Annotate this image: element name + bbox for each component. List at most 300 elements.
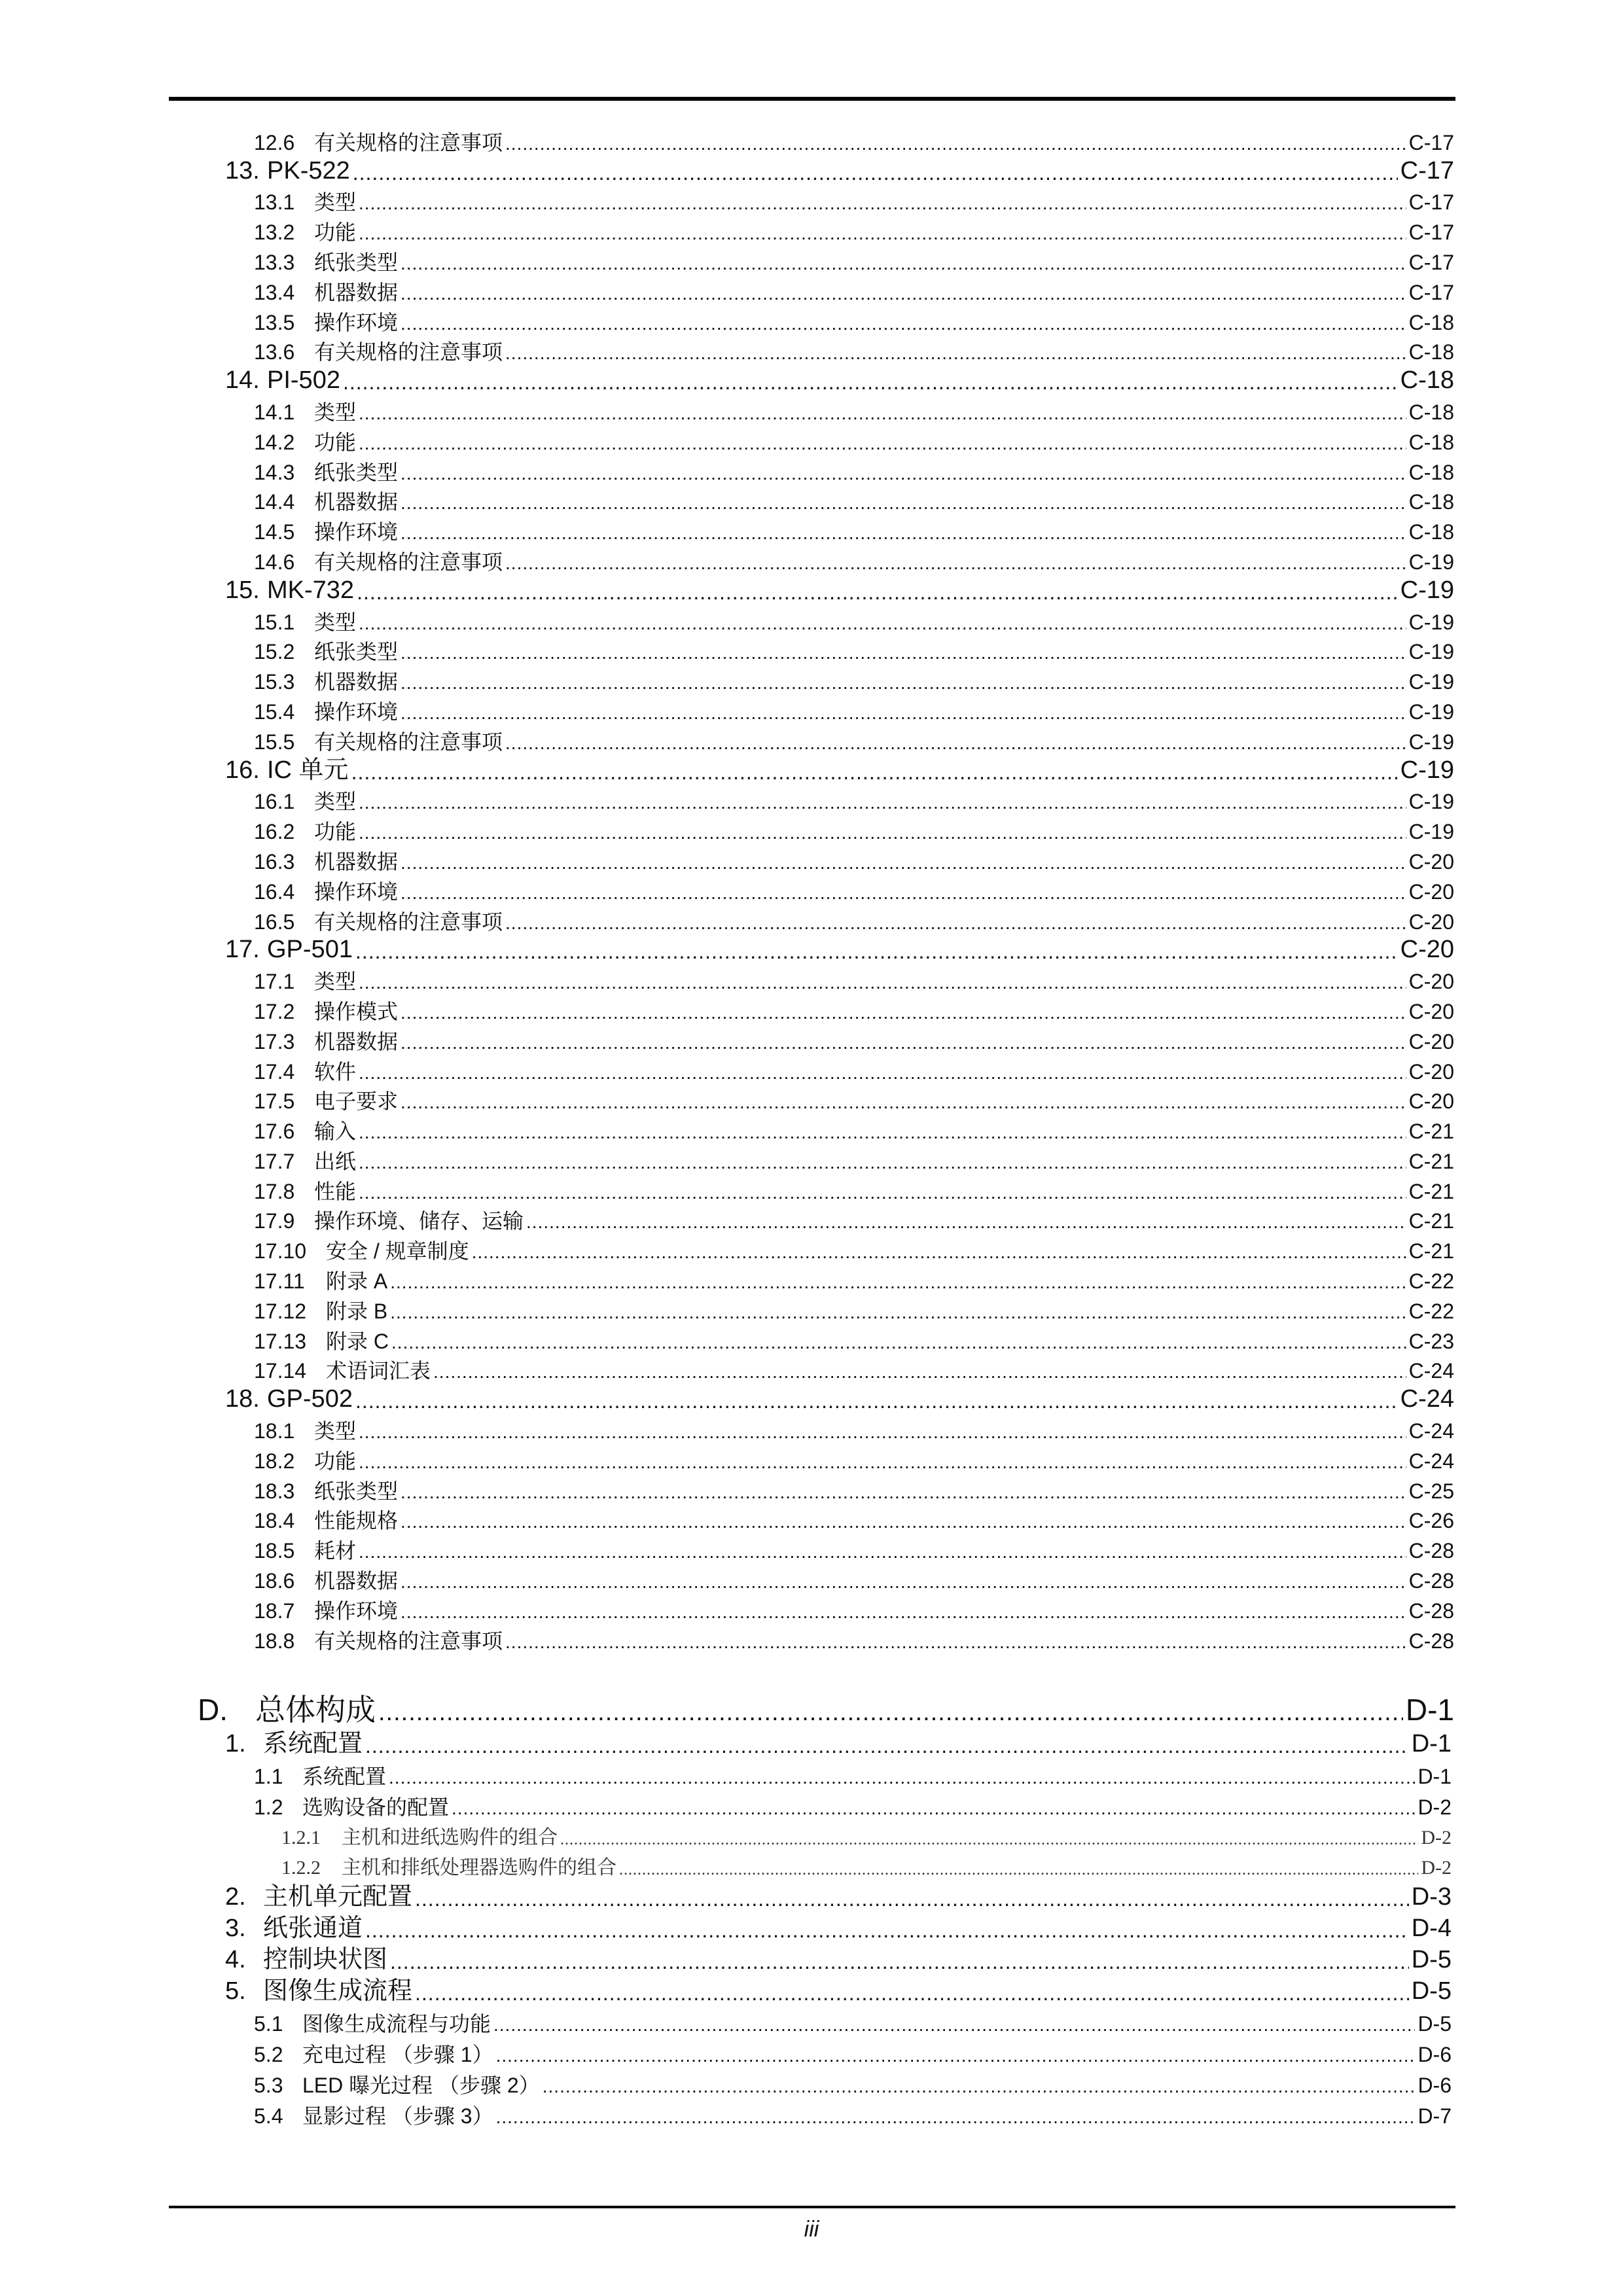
toc-entry-page: C-19 <box>1400 576 1454 604</box>
dot-leader <box>401 884 1406 902</box>
toc-entry-page: C-20 <box>1408 849 1454 874</box>
toc-entry-number: 15.2 <box>254 640 295 664</box>
toc-entry-title: GP-501 <box>267 936 353 964</box>
toc-entry[interactable] <box>0 722 1623 752</box>
dot-leader <box>401 644 1406 662</box>
toc-entry-title: 纸张类型 <box>314 640 399 664</box>
toc-entry-title: 类型 <box>314 400 357 424</box>
page-number: iii <box>804 2217 819 2242</box>
toc-entry-title: 机器数据 <box>314 490 399 514</box>
toc-entry-number: 13.2 <box>254 221 295 245</box>
toc-entry[interactable] <box>0 1756 1623 1787</box>
toc-entry[interactable] <box>0 1472 1623 1502</box>
toc-entry-number: 17.3 <box>254 1029 295 1053</box>
toc-entry-number: 14.1 <box>254 400 295 424</box>
toc-entry[interactable] <box>0 992 1623 1022</box>
footer-rule <box>169 2206 1455 2208</box>
toc-entry[interactable] <box>0 1022 1623 1052</box>
toc-entry-title: 电子要求 <box>314 1089 399 1114</box>
toc-entry-number: 15. <box>225 576 260 604</box>
toc-entry-title: 纸张通道 <box>263 1914 363 1942</box>
toc-entry-title: 机器数据 <box>314 280 399 304</box>
toc-entry-title: 纸张类型 <box>314 1479 399 1503</box>
toc-entry-page: C-18 <box>1408 430 1454 454</box>
toc-entry-page: C-21 <box>1408 1120 1454 1144</box>
dot-leader <box>401 255 1406 273</box>
toc-entry-title: 操作环境 <box>314 520 399 544</box>
toc-entry[interactable] <box>0 1621 1623 1651</box>
toc-entry-page: D-4 <box>1411 1914 1452 1942</box>
dot-leader <box>505 135 1406 153</box>
toc-entry[interactable] <box>0 123 1623 153</box>
toc-entry-title: 类型 <box>314 610 357 634</box>
toc-entry-page: C-19 <box>1400 756 1454 784</box>
toc-entry[interactable] <box>0 1411 1623 1441</box>
toc-entry-title: 附录 B <box>326 1299 388 1323</box>
toc-entry[interactable] <box>0 1082 1623 1112</box>
toc-entry-title: 主机和进纸选购件的组合 <box>342 1826 558 1848</box>
toc-entry[interactable] <box>0 1687 1623 1725</box>
toc-entry-page: D-1 <box>1418 1764 1452 1788</box>
toc-entry-number: 16.5 <box>254 910 295 934</box>
toc-entry-title: 选购设备的配置 <box>302 1795 450 1819</box>
toc-entry-number: D. <box>198 1692 228 1727</box>
dot-leader <box>401 285 1406 303</box>
toc-entry-number: 15.3 <box>254 670 295 694</box>
toc-entry-title: LED 曝光过程 （步骤 2） <box>302 2073 540 2097</box>
toc-entry-page: C-17 <box>1408 250 1454 274</box>
toc-entry[interactable] <box>0 1972 1623 2004</box>
toc-entry-page: C-20 <box>1408 1059 1454 1084</box>
toc-entry[interactable] <box>0 1202 1623 1232</box>
toc-entry-title: 充电过程 （步骤 1） <box>302 2042 493 2066</box>
toc-entry-page: C-22 <box>1408 1269 1454 1294</box>
toc-entry-number: 15.4 <box>254 699 295 724</box>
toc-entry-number: 14.6 <box>254 550 295 574</box>
toc-entry-page: C-24 <box>1408 1449 1454 1473</box>
toc-entry-number: 14.5 <box>254 520 295 544</box>
toc-entry-page: C-20 <box>1400 936 1454 964</box>
toc-entry-page: C-24 <box>1400 1385 1454 1413</box>
toc-entry-number: 18.3 <box>254 1479 295 1503</box>
toc-entry-number: 17.9 <box>254 1209 295 1233</box>
dot-leader <box>401 315 1406 333</box>
toc-entry[interactable] <box>0 1878 1623 1909</box>
header-rule <box>169 97 1455 101</box>
toc-entry-title: 系统配置 <box>263 1729 363 1757</box>
toc-entry-page: C-20 <box>1408 970 1454 994</box>
toc-entry[interactable] <box>0 1531 1623 1561</box>
toc-entry-page: D-2 <box>1421 1856 1452 1879</box>
toc-entry[interactable] <box>0 1172 1623 1202</box>
toc-entry[interactable] <box>0 153 1623 183</box>
toc-entry-title: 系统配置 <box>302 1764 387 1788</box>
dot-leader <box>359 1184 1406 1202</box>
dot-leader <box>357 582 1398 603</box>
toc-entry[interactable] <box>0 2065 1623 2096</box>
dot-leader <box>505 554 1406 573</box>
toc-entry-title: 有关规格的注意事项 <box>314 550 503 574</box>
dot-leader <box>359 1423 1406 1441</box>
dot-leader <box>401 704 1406 722</box>
toc-entry-title: 性能规格 <box>314 1509 399 1533</box>
toc-entry[interactable] <box>0 872 1623 902</box>
toc-entry-number: 17.5 <box>254 1089 295 1114</box>
toc-entry-title: 操作环境 <box>314 879 399 904</box>
toc-entry-title: 性能 <box>314 1179 357 1203</box>
toc-entry-number: 17. <box>225 936 260 964</box>
dot-leader <box>560 1832 1418 1848</box>
toc-entry-title: 功能 <box>314 820 357 844</box>
toc-entry-number: 16.2 <box>254 820 295 844</box>
dot-leader <box>452 1799 1415 1818</box>
toc-entry[interactable] <box>0 453 1623 483</box>
toc-entry-number: 14.3 <box>254 460 295 484</box>
toc-entry-title: 控制块状图 <box>263 1945 388 1973</box>
toc-entry-number: 15.5 <box>254 730 295 754</box>
dot-leader <box>401 1004 1406 1022</box>
toc-entry-number: 3. <box>225 1914 246 1942</box>
toc-entry-number: 13.3 <box>254 250 295 274</box>
toc-entry[interactable] <box>0 2034 1623 2065</box>
toc-entry[interactable] <box>0 243 1623 273</box>
toc-entry[interactable] <box>0 1381 1623 1411</box>
toc-entry-number: 17.1 <box>254 970 295 994</box>
dot-leader <box>619 1862 1418 1878</box>
toc-entry-number: 13.6 <box>254 340 295 364</box>
toc-entry-page: C-19 <box>1408 730 1454 754</box>
dot-leader <box>401 1513 1406 1531</box>
dot-leader <box>359 404 1406 423</box>
toc-entry[interactable] <box>0 1848 1623 1878</box>
toc-entry-number: 1.1 <box>254 1764 283 1788</box>
toc-entry-title: 附录 C <box>326 1329 389 1353</box>
toc-entry-title: 机器数据 <box>314 670 399 694</box>
toc-entry-page: C-18 <box>1408 310 1454 334</box>
toc-entry[interactable] <box>0 1818 1623 1848</box>
toc-entry-number: 16.3 <box>254 849 295 874</box>
dot-leader <box>359 1154 1406 1172</box>
toc-entry-page: C-18 <box>1408 340 1454 364</box>
dot-leader <box>415 1888 1409 1909</box>
table-of-contents <box>0 123 1623 2127</box>
toc-entry-page: C-18 <box>1408 520 1454 544</box>
toc-entry-number: 1. <box>225 1729 246 1757</box>
toc-entry-page: C-18 <box>1408 460 1454 484</box>
toc-entry[interactable] <box>0 1352 1623 1382</box>
toc-entry-page: C-17 <box>1408 221 1454 245</box>
dot-leader <box>472 1243 1406 1262</box>
toc-entry[interactable] <box>0 1052 1623 1082</box>
toc-entry-title: 纸张类型 <box>314 460 399 484</box>
toc-entry-number: 5.1 <box>254 2011 283 2036</box>
toc-entry-title: 总体构成 <box>255 1692 376 1727</box>
toc-entry[interactable] <box>0 783 1623 813</box>
toc-entry-number: 1.2 <box>254 1795 283 1819</box>
toc-entry-page: D-7 <box>1418 2104 1452 2128</box>
dot-leader <box>391 1333 1406 1352</box>
toc-entry-page: D-2 <box>1418 1795 1452 1819</box>
toc-entry-title: 主机单元配置 <box>263 1882 413 1911</box>
toc-entry-title: 操作环境 <box>314 699 399 724</box>
dot-leader <box>526 1213 1406 1231</box>
toc-entry-number: 17.14 <box>254 1359 307 1383</box>
toc-entry-number: 17.2 <box>254 999 295 1023</box>
toc-entry-number: 17.12 <box>254 1299 307 1323</box>
toc-entry-title: 操作环境、储存、运输 <box>314 1209 524 1233</box>
toc-entry-page: D-1 <box>1411 1729 1452 1757</box>
toc-entry-page: D-5 <box>1411 1945 1452 1973</box>
toc-entry[interactable] <box>0 633 1623 663</box>
toc-entry-page: C-19 <box>1408 790 1454 814</box>
toc-entry[interactable] <box>0 692 1623 722</box>
dot-leader <box>378 1700 1403 1725</box>
toc-entry-number: 1.2.1 <box>281 1826 321 1848</box>
toc-entry[interactable] <box>0 1591 1623 1621</box>
dot-leader <box>401 465 1406 483</box>
toc-entry-number: 5.4 <box>254 2104 283 2128</box>
toc-entry-title: 附录 A <box>326 1269 388 1294</box>
toc-entry[interactable] <box>0 542 1623 573</box>
toc-entry-page: C-23 <box>1408 1329 1454 1353</box>
toc-entry[interactable] <box>0 483 1623 513</box>
toc-entry[interactable] <box>0 573 1623 603</box>
toc-entry-page: C-19 <box>1408 670 1454 694</box>
toc-entry[interactable] <box>0 1561 1623 1591</box>
toc-entry[interactable] <box>0 1262 1623 1292</box>
dot-leader <box>351 762 1398 783</box>
dot-leader <box>505 1633 1406 1651</box>
toc-entry-title: 类型 <box>314 1419 357 1443</box>
dot-leader <box>355 941 1398 962</box>
dot-leader <box>401 1603 1406 1621</box>
toc-entry[interactable] <box>0 2096 1623 2127</box>
dot-leader <box>401 524 1406 542</box>
dot-leader <box>359 1453 1406 1472</box>
toc-entry-page: D-1 <box>1405 1692 1454 1727</box>
toc-entry-number: 17.11 <box>254 1269 305 1294</box>
toc-entry-page: C-17 <box>1408 280 1454 304</box>
toc-entry[interactable] <box>0 1142 1623 1172</box>
dot-leader <box>359 224 1406 243</box>
toc-entry-number: 5.2 <box>254 2042 283 2066</box>
dot-leader <box>359 194 1406 213</box>
toc-entry[interactable] <box>0 1909 1623 1941</box>
toc-entry-title: 有关规格的注意事项 <box>314 730 503 754</box>
toc-entry-title: 有关规格的注意事项 <box>314 130 503 154</box>
toc-entry-number: 14. <box>225 366 260 395</box>
toc-entry[interactable] <box>0 752 1623 783</box>
toc-entry-title: 输入 <box>314 1120 357 1144</box>
toc-entry-number: 13.5 <box>254 310 295 334</box>
toc-entry-title: 有关规格的注意事项 <box>314 910 503 934</box>
toc-entry[interactable] <box>0 1441 1623 1472</box>
toc-entry-number: 17.4 <box>254 1059 295 1084</box>
toc-entry-title: 有关规格的注意事项 <box>314 1629 503 1653</box>
toc-entry[interactable] <box>0 303 1623 333</box>
toc-entry-number: 1.2.2 <box>281 1856 321 1879</box>
toc-entry-title: 图像生成流程 <box>263 1977 413 2005</box>
toc-entry-title: 类型 <box>314 190 357 215</box>
toc-entry-number: 18.5 <box>254 1539 295 1563</box>
toc-entry[interactable] <box>0 512 1623 542</box>
toc-entry-number: 2. <box>225 1882 246 1911</box>
toc-entry-number: 18.8 <box>254 1629 295 1653</box>
toc-entry[interactable] <box>0 1941 1623 1972</box>
toc-entry-title: 纸张类型 <box>314 250 399 274</box>
dot-leader <box>401 854 1406 872</box>
toc-entry[interactable] <box>0 1725 1623 1756</box>
toc-entry[interactable] <box>0 1112 1623 1142</box>
toc-entry[interactable] <box>0 423 1623 453</box>
dot-leader <box>389 1769 1415 1787</box>
toc-entry[interactable] <box>0 362 1623 393</box>
toc-entry-page: D-5 <box>1411 1977 1452 2005</box>
toc-entry[interactable] <box>0 603 1623 633</box>
dot-leader <box>359 1064 1406 1082</box>
dot-leader <box>401 1034 1406 1052</box>
toc-entry-page: C-26 <box>1408 1509 1454 1533</box>
toc-entry-title: 功能 <box>314 430 357 454</box>
toc-entry-title: 功能 <box>314 221 357 245</box>
dot-leader <box>390 1951 1409 1972</box>
toc-entry-title: 操作环境 <box>314 1598 399 1623</box>
toc-entry[interactable] <box>0 1292 1623 1322</box>
toc-entry[interactable] <box>0 213 1623 243</box>
dot-leader <box>365 1735 1409 1756</box>
toc-entry-number: 16.4 <box>254 879 295 904</box>
toc-entry-title: 图像生成流程与功能 <box>302 2011 491 2036</box>
toc-entry[interactable] <box>0 662 1623 692</box>
toc-entry[interactable] <box>0 2004 1623 2034</box>
toc-entry-title: 软件 <box>314 1059 357 1084</box>
toc-entry[interactable] <box>0 932 1623 963</box>
toc-entry-number: 12.6 <box>254 130 295 154</box>
toc-entry[interactable] <box>0 183 1623 213</box>
dot-leader <box>401 1573 1406 1591</box>
toc-entry-page: C-18 <box>1408 490 1454 514</box>
dot-leader <box>390 1273 1406 1292</box>
dot-leader <box>401 494 1406 512</box>
toc-entry-number: 16. <box>225 756 260 784</box>
toc-entry-number: 18.6 <box>254 1569 295 1593</box>
dot-leader <box>433 1363 1406 1381</box>
toc-entry-title: 安全 / 规章制度 <box>326 1239 469 1263</box>
toc-entry-page: C-17 <box>1400 156 1454 185</box>
toc-entry-page: C-19 <box>1408 550 1454 574</box>
toc-entry-number: 18.1 <box>254 1419 295 1443</box>
dot-leader <box>401 1093 1406 1112</box>
dot-leader <box>496 2047 1416 2065</box>
dot-leader <box>355 1390 1398 1411</box>
toc-entry-title: 操作环境 <box>314 310 399 334</box>
toc-entry-page: C-18 <box>1408 400 1454 424</box>
toc-entry[interactable] <box>0 842 1623 872</box>
toc-entry-page: C-19 <box>1408 610 1454 634</box>
toc-entry-page: D-5 <box>1418 2011 1452 2036</box>
toc-entry-page: C-24 <box>1408 1419 1454 1443</box>
toc-entry-page: D-6 <box>1418 2073 1452 2097</box>
dot-leader <box>505 914 1406 932</box>
dot-leader <box>496 2108 1416 2127</box>
toc-entry-page: C-22 <box>1408 1299 1454 1323</box>
dot-leader <box>343 372 1398 393</box>
toc-entry-page: C-25 <box>1408 1479 1454 1503</box>
toc-entry-title: 功能 <box>314 1449 357 1473</box>
dot-leader <box>359 1123 1406 1142</box>
toc-entry-page: C-21 <box>1408 1239 1454 1263</box>
toc-entry-page: C-20 <box>1408 1089 1454 1114</box>
dot-leader <box>365 1920 1409 1941</box>
toc-entry-title: 类型 <box>314 790 357 814</box>
toc-entry-number: 17.8 <box>254 1179 295 1203</box>
toc-entry-title: 机器数据 <box>314 1569 399 1593</box>
toc-entry-title: 机器数据 <box>314 849 399 874</box>
toc-entry-title: 出纸 <box>314 1149 357 1173</box>
toc-entry[interactable] <box>0 1502 1623 1532</box>
toc-entry[interactable] <box>0 1787 1623 1818</box>
toc-entry-number: 5. <box>225 1977 246 2005</box>
toc-entry-number: 17.13 <box>254 1329 307 1353</box>
toc-entry[interactable] <box>0 273 1623 303</box>
dot-leader <box>390 1303 1406 1322</box>
toc-entry-number: 13.4 <box>254 280 295 304</box>
toc-entry-title: IC 单元 <box>267 756 349 784</box>
toc-entry-number: 13.1 <box>254 190 295 215</box>
toc-entry-title: 术语词汇表 <box>326 1359 431 1383</box>
toc-entry-page: C-19 <box>1408 699 1454 724</box>
toc-entry[interactable] <box>0 333 1623 363</box>
toc-entry-title: 有关规格的注意事项 <box>314 340 503 364</box>
dot-leader <box>359 974 1406 992</box>
toc-entry-title: PK-522 <box>267 156 350 185</box>
toc-entry[interactable] <box>0 1322 1623 1352</box>
toc-entry-number: 17.6 <box>254 1120 295 1144</box>
toc-entry[interactable] <box>0 393 1623 423</box>
toc-entry-page: C-20 <box>1408 910 1454 934</box>
dot-leader <box>359 794 1406 812</box>
toc-entry-title: 显影过程 （步骤 3） <box>302 2104 493 2128</box>
toc-entry-number: 18.2 <box>254 1449 295 1473</box>
toc-entry[interactable] <box>0 812 1623 842</box>
toc-entry-title: MK-732 <box>267 576 355 604</box>
toc-entry-number: 13. <box>225 156 260 185</box>
toc-entry-page: C-28 <box>1408 1598 1454 1623</box>
toc-entry-title: 类型 <box>314 970 357 994</box>
toc-entry-number: 18. <box>225 1385 260 1413</box>
toc-entry-page: C-17 <box>1408 190 1454 215</box>
toc-entry-page: C-28 <box>1408 1539 1454 1563</box>
toc-entry-page: C-20 <box>1408 999 1454 1023</box>
toc-entry[interactable] <box>0 1231 1623 1262</box>
toc-entry-page: C-28 <box>1408 1629 1454 1653</box>
dot-leader <box>493 2016 1415 2034</box>
toc-entry-page: C-20 <box>1408 1029 1454 1053</box>
toc-entry-page: C-21 <box>1408 1149 1454 1173</box>
dot-leader <box>401 674 1406 692</box>
toc-entry-title: 耗材 <box>314 1539 357 1563</box>
dot-leader <box>359 824 1406 842</box>
toc-entry-title: 操作模式 <box>314 999 399 1023</box>
toc-entry[interactable] <box>0 962 1623 992</box>
toc-entry-page: C-19 <box>1408 640 1454 664</box>
toc-entry-title: GP-502 <box>267 1385 353 1413</box>
toc-entry-number: 15.1 <box>254 610 295 634</box>
toc-entry-number: 18.4 <box>254 1509 295 1533</box>
toc-entry-page: C-17 <box>1408 130 1454 154</box>
toc-entry[interactable] <box>0 902 1623 932</box>
toc-entry-page: D-2 <box>1421 1826 1452 1848</box>
